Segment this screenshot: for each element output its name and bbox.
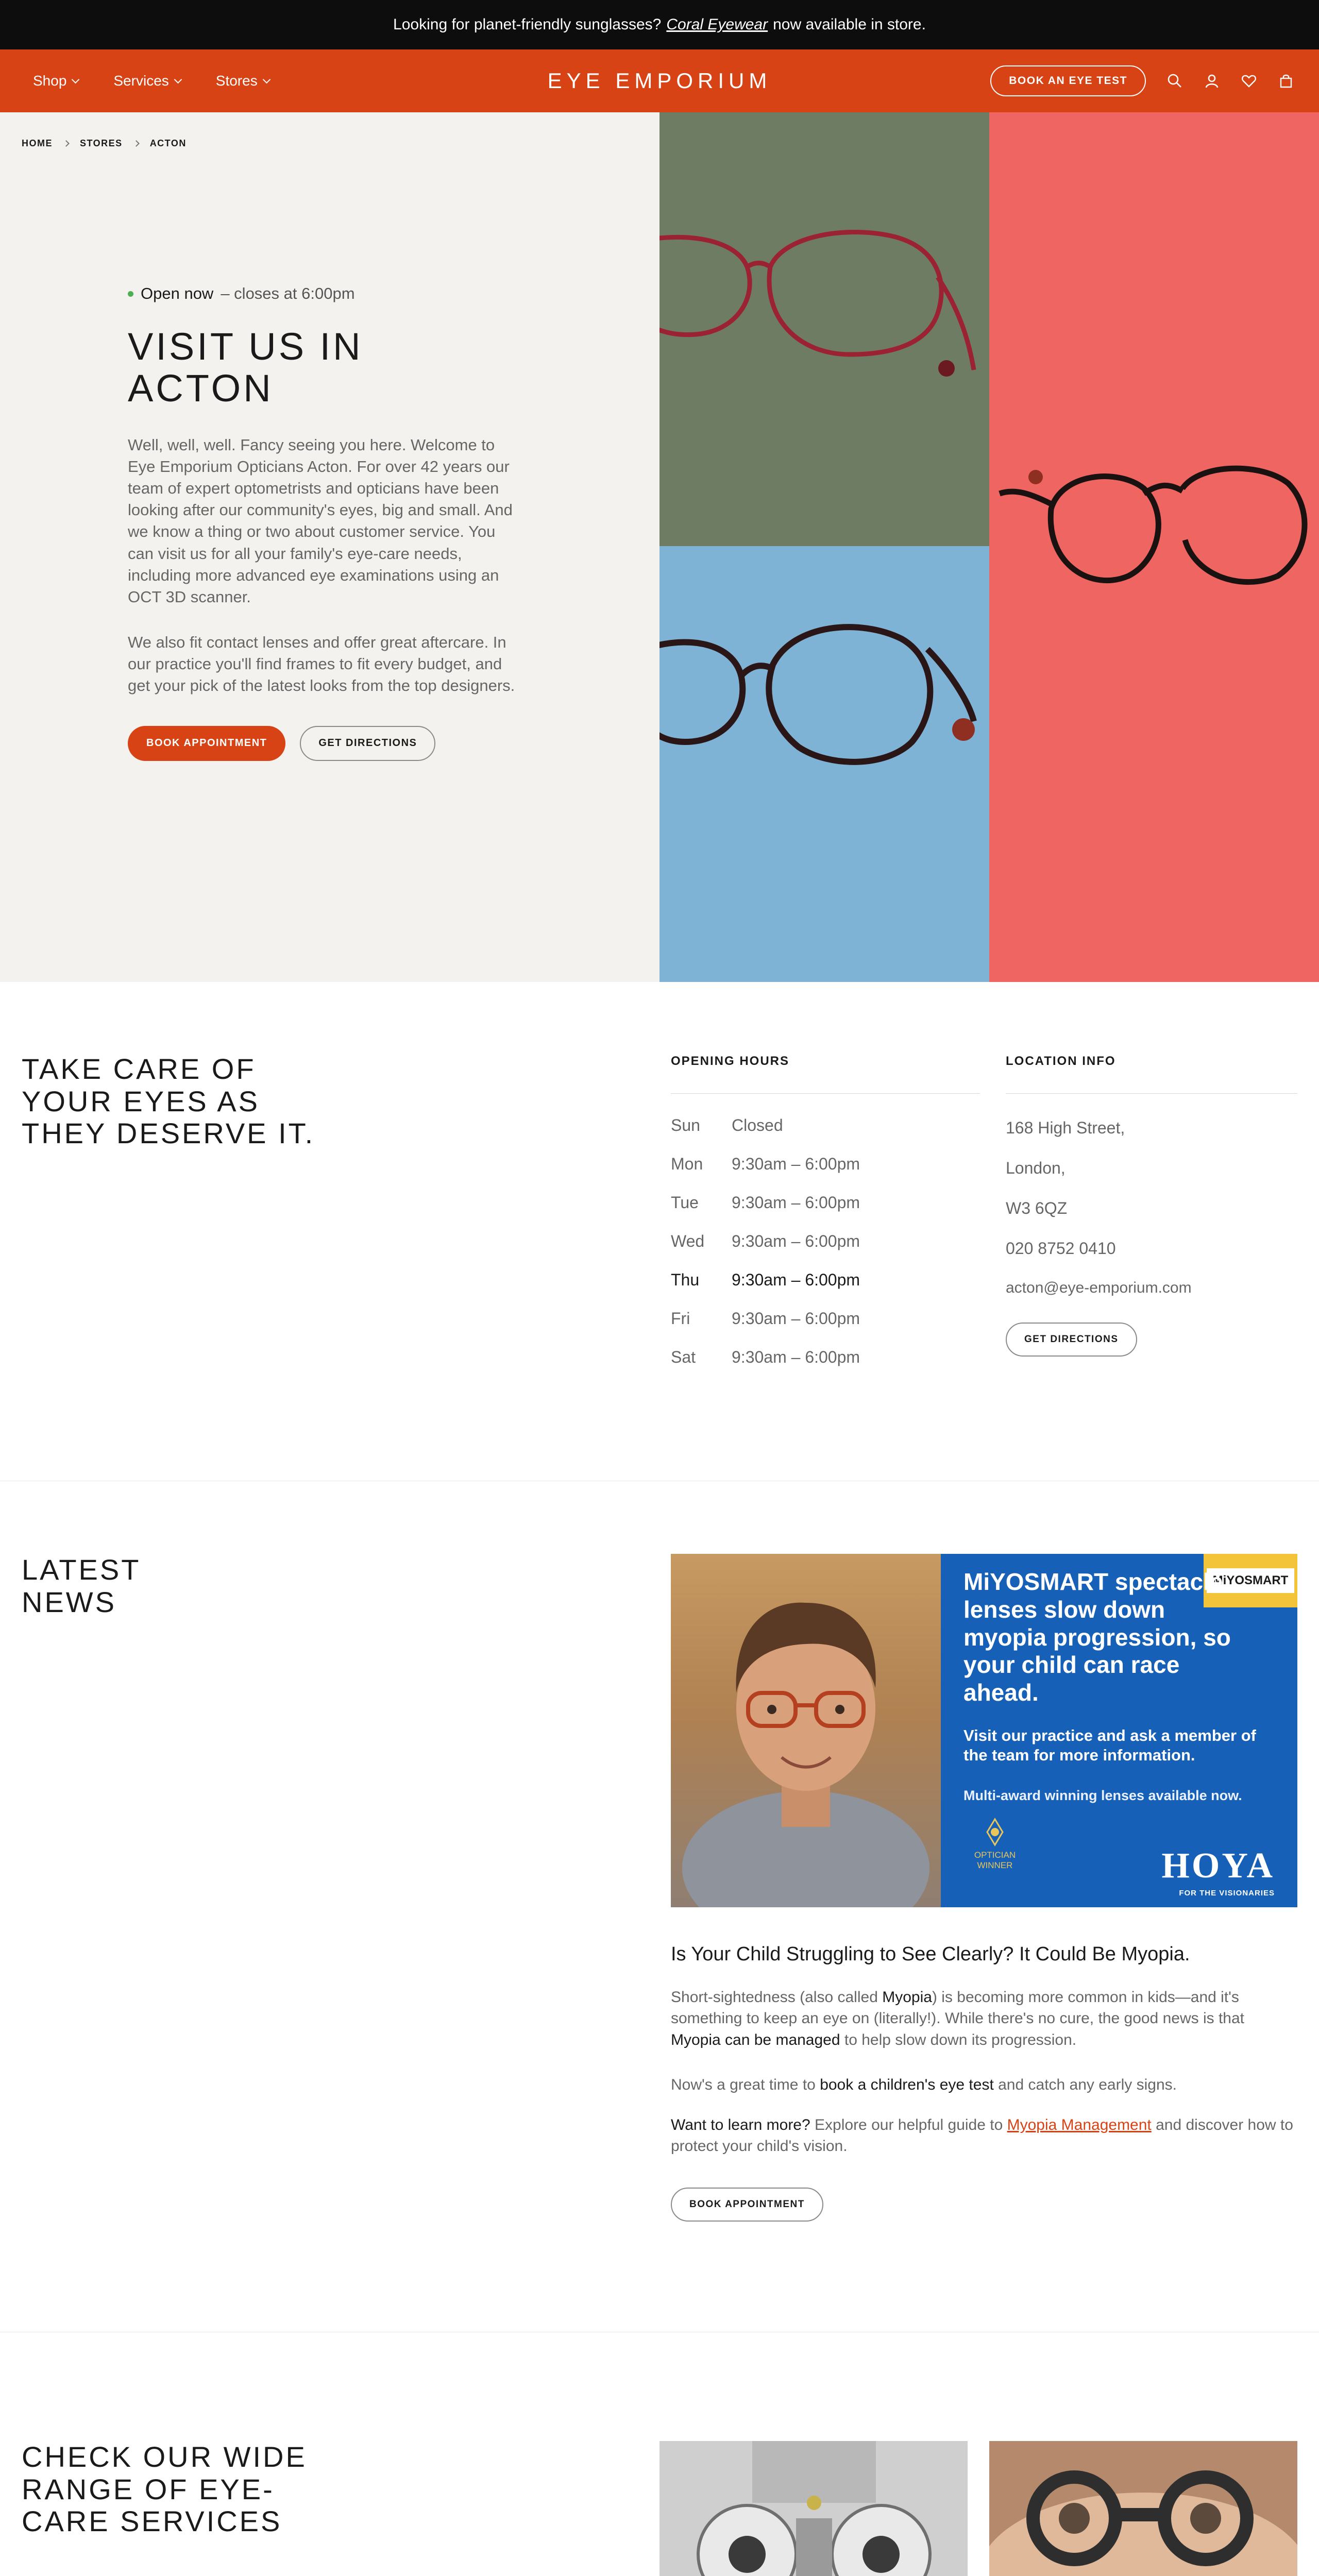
nav-stores[interactable] xyxy=(216,73,269,89)
hours-time: 9:30am – 6:00pm xyxy=(732,1193,860,1212)
news-paragraph-2 xyxy=(671,2074,1297,2095)
nav-services-label: Services xyxy=(113,73,169,89)
header-actions xyxy=(990,49,1294,112)
location-directions-button[interactable]: GET DIRECTIONS xyxy=(1006,1323,1137,1357)
chevron-down-icon xyxy=(72,75,80,83)
account-icon[interactable] xyxy=(1204,73,1220,89)
hours-divider xyxy=(671,1093,980,1094)
award-badge-line1: OPTICIAN xyxy=(974,1850,1016,1860)
hours-row xyxy=(671,1155,860,1174)
news-book-appointment-button[interactable]: BOOK APPOINTMENT xyxy=(671,2188,823,2222)
site-header xyxy=(0,49,1319,112)
hours-row xyxy=(671,1232,860,1251)
hero-intro-2: We also fit contact lenses and offer great aftercare. In our practice you'll find frames to fit every budget, and get your pick of the latest looks from the top designers. xyxy=(128,633,515,695)
breadcrumb-stores[interactable]: STORES xyxy=(80,138,123,148)
hours-day: Thu xyxy=(671,1270,700,1289)
hero-buttons xyxy=(128,726,525,761)
news-p3-c: and discover how to protect your child's vision. xyxy=(671,2116,1293,2155)
address-line-1: 168 High Street, xyxy=(1006,1118,1125,1137)
hours-day: Wed xyxy=(671,1232,705,1250)
cart-bag-icon[interactable] xyxy=(1278,73,1294,89)
hours-row xyxy=(671,1116,783,1135)
location-info-heading: LOCATION INFO xyxy=(1006,1054,1116,1068)
nav-stores-label: Stores xyxy=(215,73,258,89)
hero-image-red-frames xyxy=(660,112,989,546)
info-title-line2: YOUR EYES AS xyxy=(22,1084,260,1117)
nav-shop-label: Shop xyxy=(33,73,67,89)
myopia-management-link[interactable]: Myopia Management xyxy=(1007,2116,1152,2133)
hero-image-dark-frames xyxy=(660,546,989,982)
hero-image-black-frames xyxy=(989,112,1319,982)
news-title-line1: LATEST xyxy=(22,1553,141,1586)
news-paragraph-1 xyxy=(671,1987,1297,2050)
open-status-label: Open now xyxy=(141,284,214,302)
opening-hours-heading: OPENING HOURS xyxy=(671,1054,790,1068)
page-title-line2: ACTON xyxy=(128,367,274,410)
hours-day: Tue xyxy=(671,1193,699,1212)
info-title-line3: THEY DESERVE IT. xyxy=(22,1117,315,1150)
news-p2-b: book a children's eye test xyxy=(820,2076,994,2093)
myopia-control-image[interactable] xyxy=(989,2441,1297,2576)
miyosmart-ad xyxy=(941,1554,1297,1907)
award-badge-line2: WINNER xyxy=(977,1860,1013,1870)
services-title-line3: CARE SERVICES xyxy=(22,2505,282,2538)
news-p1-b: Myopia xyxy=(882,1989,932,2006)
book-eye-test-button[interactable]: BOOK AN EYE TEST xyxy=(990,65,1146,96)
nav-services[interactable] xyxy=(113,73,180,89)
hours-row xyxy=(671,1309,860,1328)
news-p1-c: ) is becoming more common in kids—and it's something to keep an eye on (literally!). While there's no cure, the good news is that xyxy=(671,1989,1244,2027)
news-p3-b: Explore our helpful guide to xyxy=(810,2116,1007,2133)
open-status-dot xyxy=(128,291,133,297)
hours-row-today xyxy=(671,1270,860,1290)
get-directions-button[interactable]: GET DIRECTIONS xyxy=(300,726,435,761)
info-title xyxy=(22,1053,315,1150)
hours-time: 9:30am – 6:00pm xyxy=(732,1309,860,1328)
news-p2-c: and catch any early signs. xyxy=(993,2076,1177,2093)
hours-row xyxy=(671,1193,860,1212)
hero-content xyxy=(128,284,525,761)
news-paragraph-3 xyxy=(671,2114,1297,2157)
eye-tests-image[interactable] xyxy=(660,2441,968,2576)
main-nav xyxy=(33,49,269,112)
services-title-line2: RANGE OF EYE- xyxy=(22,2472,275,2505)
open-status xyxy=(128,284,525,303)
search-icon[interactable] xyxy=(1166,73,1183,89)
phone-number[interactable]: 020 8752 0410 xyxy=(1006,1239,1116,1258)
hours-time: 9:30am – 6:00pm xyxy=(732,1232,860,1250)
announcement-link[interactable]: Coral Eyewear xyxy=(666,16,768,33)
news-p1-e: to help slow down its progression. xyxy=(840,2031,1077,2048)
news-p2-a: Now's a great time to xyxy=(671,2076,820,2093)
award-badge xyxy=(961,1817,1028,1894)
ad-award-text: Multi-award winning lenses available now. xyxy=(963,1788,1242,1803)
hours-day: Sat xyxy=(671,1348,696,1366)
chevron-down-icon xyxy=(174,75,182,83)
wishlist-heart-icon[interactable] xyxy=(1241,73,1257,89)
hours-day: Sun xyxy=(671,1116,700,1134)
news-title-line2: NEWS xyxy=(22,1585,116,1618)
chevron-down-icon xyxy=(262,75,270,83)
page-title-line1: VISIT US IN xyxy=(128,325,363,368)
award-laurel-icon xyxy=(982,1817,1008,1848)
child-portrait-image xyxy=(671,1554,941,1907)
ad-subtext: Visit our practice and ask a member of the team for more information. xyxy=(963,1726,1256,1764)
hours-day: Mon xyxy=(671,1155,703,1173)
news-p1-a: Short-sightedness (also called xyxy=(671,1989,883,2006)
hero-intro: Well, well, well. Fancy seeing you here. Welcome to Eye Emporium Opticians Acton. For over 42 years our team of expert optometrists and opticians have been looking after our community's eyes, big and small. And we know a thing or two about customer service. You can visit us for all your family's eye-care needs, including more advanced eye examinations using an OCT 3D scanner. xyxy=(128,435,513,606)
chevron-right-icon xyxy=(133,140,140,147)
page-title xyxy=(128,326,525,410)
hours-day: Fri xyxy=(671,1309,690,1328)
hours-time: 9:30am – 6:00pm xyxy=(732,1270,860,1289)
hoya-tagline: FOR THE VISIONARIES xyxy=(1179,1889,1275,1897)
services-title-line1: CHECK OUR WIDE xyxy=(22,2441,307,2473)
site-logo[interactable]: EYE EMPORIUM xyxy=(547,69,772,93)
location-divider xyxy=(1006,1093,1297,1094)
news-p1-d: Myopia can be managed xyxy=(671,2031,840,2048)
announcement-bar xyxy=(0,0,1319,49)
open-status-detail: – closes at 6:00pm xyxy=(221,284,355,302)
hours-time: 9:30am – 6:00pm xyxy=(732,1348,860,1366)
ad-headline: MiYOSMART spectacle lenses slow down myopia progression, so your child can race ahead. xyxy=(963,1568,1231,1706)
hours-time: Closed xyxy=(732,1116,783,1134)
chevron-right-icon xyxy=(63,140,70,147)
news-banner-image[interactable] xyxy=(671,1554,1297,1907)
services-title xyxy=(22,2441,307,2538)
breadcrumb-current: ACTON xyxy=(149,138,187,148)
hours-row xyxy=(671,1348,860,1367)
miyosmart-logo: MiYOSMART xyxy=(1207,1568,1295,1593)
info-title-line1: TAKE CARE OF xyxy=(22,1053,256,1085)
news-headline[interactable]: Is Your Child Struggling to See Clearly? It Could Be Myopia. xyxy=(671,1943,1190,1965)
nav-shop[interactable] xyxy=(33,73,78,89)
book-appointment-button[interactable]: BOOK APPOINTMENT xyxy=(128,726,285,761)
announcement-suffix: now available in store. xyxy=(773,16,926,33)
address-line-2: London, xyxy=(1006,1159,1066,1177)
hours-time: 9:30am – 6:00pm xyxy=(732,1155,860,1173)
announcement-text: Looking for planet-friendly sunglasses? xyxy=(393,16,662,33)
breadcrumb xyxy=(22,138,187,149)
news-p3-a: Want to learn more? xyxy=(671,2116,810,2133)
breadcrumb-home[interactable]: HOME xyxy=(22,138,53,148)
postcode: W3 6QZ xyxy=(1006,1199,1068,1217)
hoya-logo: HOYA xyxy=(1161,1846,1275,1886)
news-title xyxy=(22,1554,141,1618)
email-address[interactable]: acton@eye-emporium.com xyxy=(1006,1279,1192,1296)
